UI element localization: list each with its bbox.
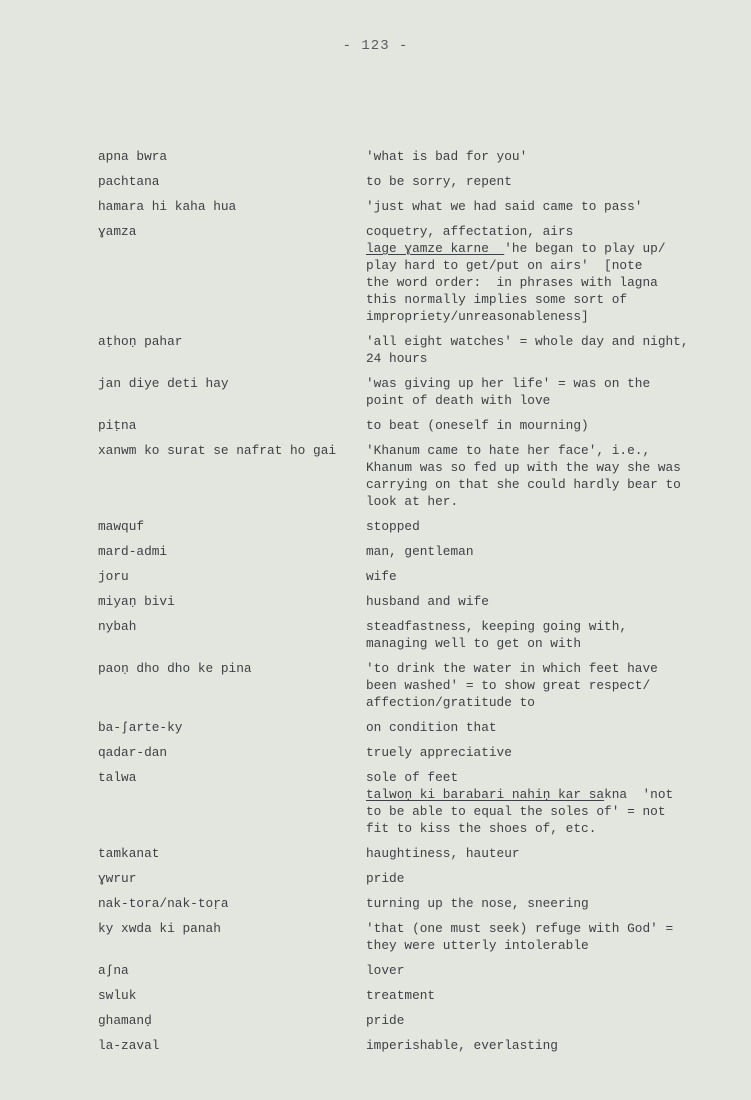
glossary-entry bbox=[98, 987, 728, 1004]
gloss-line: truely appreciative bbox=[366, 745, 512, 760]
glossary-entry bbox=[98, 1012, 728, 1029]
entry-term: jan diye deti hay bbox=[98, 376, 229, 391]
entry-gloss bbox=[366, 1037, 728, 1054]
gloss-line: look at her. bbox=[366, 494, 459, 509]
glossary-entry bbox=[98, 375, 728, 409]
gloss-line: 'Khanum came to hate her face', i.e., bbox=[366, 443, 651, 458]
gloss-line: to be able to equal the soles of' = not bbox=[366, 804, 666, 819]
glossary-entry bbox=[98, 962, 728, 979]
glossary-entry bbox=[98, 895, 728, 912]
entry-gloss bbox=[366, 375, 728, 409]
entry-gloss bbox=[366, 895, 728, 912]
glossary-entry bbox=[98, 845, 728, 862]
entry-term: aṭhoṇ pahar bbox=[98, 334, 183, 349]
entry-term: ky xwda ki panah bbox=[98, 921, 221, 936]
entry-term: qadar-dan bbox=[98, 745, 168, 760]
entry-term: xanwm ko surat se nafrat ho gai bbox=[98, 443, 337, 458]
gloss-line: Khanum was so fed up with the way she was bbox=[366, 460, 681, 475]
glossary-entry bbox=[98, 442, 728, 510]
entry-term: ghamanḍ bbox=[98, 1013, 152, 1028]
entry-gloss bbox=[366, 198, 728, 215]
gloss-line: play hard to get/put on airs' [note bbox=[366, 258, 643, 273]
entry-term: nybah bbox=[98, 619, 137, 634]
gloss-line: pride bbox=[366, 871, 405, 886]
glossary-list bbox=[98, 148, 728, 1062]
gloss-line: 'that (one must seek) refuge with God' = bbox=[366, 921, 674, 936]
entry-term: mawquf bbox=[98, 519, 145, 534]
gloss-line: lage ɣamze karne 'he began to play up/ bbox=[366, 241, 666, 256]
entry-term: aʃna bbox=[98, 963, 129, 978]
gloss-line: point of death with love bbox=[366, 393, 551, 408]
entry-gloss bbox=[366, 870, 728, 887]
glossary-entry bbox=[98, 593, 728, 610]
glossary-entry bbox=[98, 148, 728, 165]
gloss-line: imperishable, everlasting bbox=[366, 1038, 558, 1053]
gloss-line: to be sorry, repent bbox=[366, 174, 512, 189]
gloss-line: this normally implies some sort of bbox=[366, 292, 628, 307]
glossary-entry bbox=[98, 198, 728, 215]
glossary-entry bbox=[98, 223, 728, 325]
entry-term: hamara hi kaha hua bbox=[98, 199, 237, 214]
glossary-entry bbox=[98, 568, 728, 585]
gloss-line: they were utterly intolerable bbox=[366, 938, 589, 953]
gloss-line: man, gentleman bbox=[366, 544, 474, 559]
entry-term: ɣwrur bbox=[98, 871, 137, 886]
entry-gloss bbox=[366, 845, 728, 862]
glossary-entry bbox=[98, 920, 728, 954]
entry-gloss bbox=[366, 962, 728, 979]
gloss-line: treatment bbox=[366, 988, 436, 1003]
entry-gloss bbox=[366, 1012, 728, 1029]
entry-gloss bbox=[366, 518, 728, 535]
entry-gloss bbox=[366, 593, 728, 610]
entry-term: ɣamza bbox=[98, 224, 137, 239]
glossary-entry bbox=[98, 417, 728, 434]
glossary-entry bbox=[98, 543, 728, 560]
gloss-line: on condition that bbox=[366, 720, 497, 735]
entry-term: swluk bbox=[98, 988, 137, 1003]
gloss-line: affection/gratitude to bbox=[366, 695, 535, 710]
gloss-line: fit to kiss the shoes of, etc. bbox=[366, 821, 597, 836]
gloss-line: to beat (oneself in mourning) bbox=[366, 418, 589, 433]
gloss-line: been washed' = to show great respect/ bbox=[366, 678, 651, 693]
glossary-entry bbox=[98, 870, 728, 887]
entry-term: ba-ʃarte-ky bbox=[98, 720, 183, 735]
entry-gloss bbox=[366, 223, 728, 325]
entry-term: la-zaval bbox=[98, 1038, 160, 1053]
gloss-line: turning up the nose, sneering bbox=[366, 896, 589, 911]
gloss-line: husband and wife bbox=[366, 594, 489, 609]
gloss-line: haughtiness, hauteur bbox=[366, 846, 520, 861]
gloss-line: the word order: in phrases with lagna bbox=[366, 275, 658, 290]
page-number: - 123 - bbox=[342, 38, 409, 54]
gloss-line: 24 hours bbox=[366, 351, 428, 366]
gloss-line: 'to drink the water in which feet have bbox=[366, 661, 658, 676]
glossary-entry bbox=[98, 618, 728, 652]
entry-gloss bbox=[366, 568, 728, 585]
entry-gloss bbox=[366, 442, 728, 510]
gloss-line: impropriety/unreasonableness] bbox=[366, 309, 589, 324]
entry-gloss bbox=[366, 618, 728, 652]
entry-term: tamkanat bbox=[98, 846, 160, 861]
entry-gloss bbox=[366, 173, 728, 190]
gloss-line: wife bbox=[366, 569, 397, 584]
gloss-line: talwoṇ ki barabari nahiṇ kar sakna 'not bbox=[366, 787, 674, 802]
glossary-entry bbox=[98, 660, 728, 711]
gloss-line: managing well to get on with bbox=[366, 636, 582, 651]
gloss-line: sole of feet bbox=[366, 770, 459, 785]
gloss-line: 'all eight watches' = whole day and night, bbox=[366, 334, 689, 349]
gloss-line: 'was giving up her life' = was on the bbox=[366, 376, 651, 391]
glossary-entry bbox=[98, 744, 728, 761]
entry-gloss bbox=[366, 333, 728, 367]
entry-gloss bbox=[366, 744, 728, 761]
entry-term: talwa bbox=[98, 770, 137, 785]
gloss-line: lover bbox=[366, 963, 405, 978]
entry-gloss bbox=[366, 660, 728, 711]
entry-term: mard-admi bbox=[98, 544, 168, 559]
entry-gloss bbox=[366, 987, 728, 1004]
entry-term: nak-tora/nak-toṛa bbox=[98, 896, 229, 911]
glossary-entry bbox=[98, 719, 728, 736]
entry-gloss bbox=[366, 920, 728, 954]
glossary-entry bbox=[98, 769, 728, 837]
entry-term: pachtana bbox=[98, 174, 160, 189]
entry-term: joru bbox=[98, 569, 129, 584]
glossary-entry bbox=[98, 1037, 728, 1054]
gloss-line: steadfastness, keeping going with, bbox=[366, 619, 628, 634]
entry-gloss bbox=[366, 769, 728, 837]
entry-term: piṭna bbox=[98, 418, 137, 433]
gloss-line: pride bbox=[366, 1013, 405, 1028]
glossary-entry bbox=[98, 173, 728, 190]
entry-gloss bbox=[366, 148, 728, 165]
entry-gloss bbox=[366, 719, 728, 736]
entry-gloss bbox=[366, 417, 728, 434]
entry-gloss bbox=[366, 543, 728, 560]
entry-term: miyaṇ bivi bbox=[98, 594, 175, 609]
entry-term: apna bwra bbox=[98, 149, 168, 164]
gloss-line: carrying on that she could hardly bear to bbox=[366, 477, 681, 492]
gloss-line: 'just what we had said came to pass' bbox=[366, 199, 643, 214]
gloss-line: 'what is bad for you' bbox=[366, 149, 528, 164]
glossary-entry bbox=[98, 333, 728, 367]
entry-term: paoṇ dho dho ke pina bbox=[98, 661, 252, 676]
glossary-entry bbox=[98, 518, 728, 535]
gloss-line: coquetry, affectation, airs bbox=[366, 224, 574, 239]
gloss-line: stopped bbox=[366, 519, 420, 534]
